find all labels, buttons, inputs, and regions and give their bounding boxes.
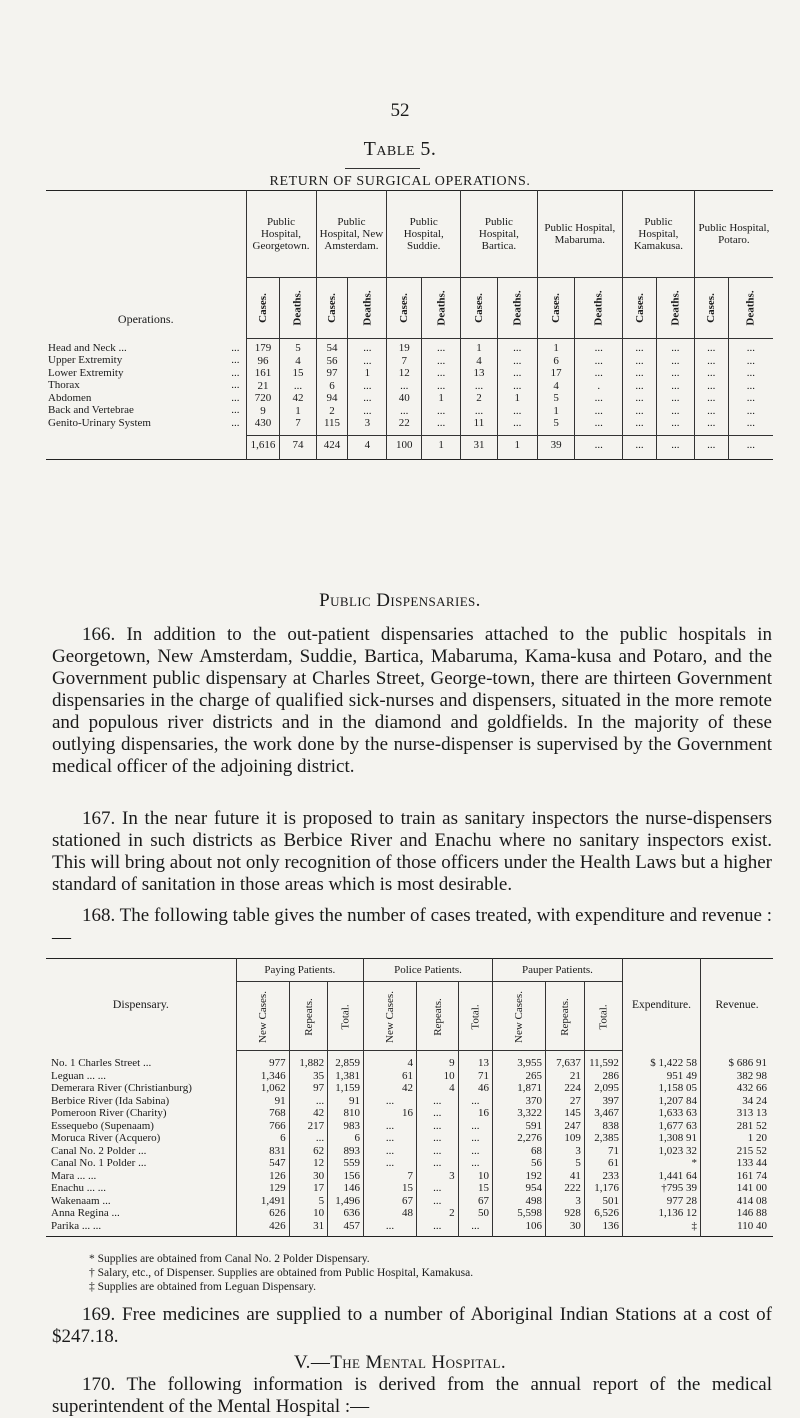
- table-cell: ...: [364, 1132, 417, 1145]
- table-cell: 5 4 15 ... 42 1 7: [280, 339, 316, 436]
- revenue-header: Revenue.: [701, 959, 773, 1051]
- paying-patients-header: Paying Patients.: [236, 959, 363, 982]
- cases-subheader: Cases.: [550, 293, 563, 323]
- table-cell: 61: [584, 1157, 622, 1170]
- table-cell: 11,592: [584, 1051, 622, 1070]
- cases-subheader: Cases.: [256, 293, 269, 323]
- table-cell: ... ... ... . ... ... ...: [575, 339, 623, 436]
- hospital-header: Public Hospital, Mabaruma.: [537, 191, 622, 278]
- cases-subheader: Cases.: [325, 293, 338, 323]
- expenditure-cell: 1,158 05: [622, 1082, 700, 1095]
- table-cell: 35: [289, 1070, 328, 1083]
- new-cases-subheader: New Cases.: [512, 991, 525, 1043]
- table-cell: ...: [289, 1095, 328, 1108]
- table-cell: 1,496: [328, 1195, 364, 1208]
- table-cell: 48: [364, 1207, 417, 1220]
- expenditure-cell: 1,633 63: [622, 1107, 700, 1120]
- table-cell: 224: [545, 1082, 584, 1095]
- dispensary-table: [46, 958, 773, 1237]
- table-cell: 179 96 161 21 720 9 430: [246, 339, 280, 436]
- revenue-cell: 382 98: [701, 1070, 773, 1083]
- footnote: ‡ Supplies are obtained from Leguan Dispensary.: [89, 1281, 316, 1293]
- page-number: 52: [390, 100, 410, 121]
- table-cell: 591: [493, 1120, 546, 1133]
- new-cases-subheader: New Cases.: [384, 991, 396, 1043]
- table-cell: 31: [289, 1220, 328, 1237]
- dispensary-name: Wakenaam ...: [51, 1194, 111, 1207]
- table-row: [46, 1195, 773, 1208]
- table-cell: 370: [493, 1095, 546, 1108]
- dispensary-name: Leguan ... ...: [51, 1069, 106, 1082]
- cases-subheader: Cases.: [633, 293, 646, 323]
- deaths-subheader: Deaths.: [291, 290, 304, 326]
- footnote: † Salary, etc., of Dispenser. Supplies are obtained from Public Hospital, Kamakusa.: [89, 1267, 474, 1279]
- table-cell: ... ... ... ... ... ... ...: [656, 339, 694, 436]
- table-cell: 41: [545, 1170, 584, 1183]
- deaths-subheader: Deaths.: [511, 290, 524, 326]
- operation-label: Back and Vertebrae ...: [48, 404, 240, 416]
- total-cell: 100: [387, 435, 422, 460]
- table-cell: 91: [236, 1095, 289, 1108]
- table-cell: 247: [545, 1120, 584, 1133]
- pauper-patients-header: Pauper Patients.: [493, 959, 623, 982]
- dispensary-name: Anna Regina ...: [51, 1207, 120, 1219]
- hospital-header: Public Hospital, Potaro.: [694, 191, 773, 278]
- table-cell: 13: [458, 1051, 492, 1070]
- table-cell: 810: [328, 1107, 364, 1120]
- repeats-subheader: Repeats.: [558, 998, 571, 1036]
- table-cell: ...: [416, 1145, 458, 1158]
- table-cell: ... ... ... ... ... ... ...: [623, 339, 657, 436]
- total-subheader: Total.: [339, 1004, 352, 1030]
- table-cell: ...: [416, 1132, 458, 1145]
- table-cell: 457: [328, 1220, 364, 1237]
- table-cell: 42: [364, 1082, 417, 1095]
- table-cell: 30: [289, 1170, 328, 1183]
- table-row: [46, 339, 773, 436]
- section-heading: Public Dispensaries.: [319, 590, 481, 611]
- expenditure-cell: $ 1,422 58: [622, 1051, 700, 1070]
- totals-label: [46, 435, 246, 460]
- dispensary-name: Mara ... ...: [51, 1169, 97, 1182]
- table-cell: 5: [545, 1157, 584, 1170]
- paragraph-167: 167. In the near future it is proposed to train as sanitary inspectors the nurse-dispensers stationed in such districts as Berbice River and Enachu where no sanitary inspectors exist. This will bring about not only recognition of those officers under the Health Laws but a higher standard of sanitation in those areas which is most desirable.: [52, 808, 772, 895]
- table-cell: 54 56 97 6 94 2 115: [316, 339, 348, 436]
- deaths-subheader: Deaths.: [592, 290, 605, 326]
- paragraph-169: 169. Free medicines are supplied to a number of Aboriginal Indian Stations at a cost of $247.18.: [52, 1304, 772, 1347]
- total-subheader: Total.: [469, 1004, 482, 1030]
- expenditure-cell: 977 28: [622, 1195, 700, 1208]
- table-title: Table 5.: [363, 138, 437, 160]
- dispensary-name: Canal No. 2 Polder ...: [51, 1144, 147, 1157]
- table-cell: ... ... 1 ... ... ... 3: [348, 339, 387, 436]
- table-cell: 30: [545, 1220, 584, 1237]
- table-cell: 50: [458, 1207, 492, 1220]
- table-cell: 498: [493, 1195, 546, 1208]
- table-cell: 109: [545, 1132, 584, 1145]
- table-cell: 559: [328, 1157, 364, 1170]
- table-cell: 146: [328, 1182, 364, 1195]
- new-cases-subheader: New Cases.: [256, 991, 269, 1043]
- table-cell: 265: [493, 1070, 546, 1083]
- table-cell: 192: [493, 1170, 546, 1183]
- table-cell: 1 4 13 ... 2 ... 11: [461, 339, 498, 436]
- revenue-cell: 281 52: [701, 1120, 773, 1133]
- table-row: [46, 1120, 773, 1133]
- table-cell: 56: [493, 1157, 546, 1170]
- expenditure-cell: *: [622, 1157, 700, 1170]
- table-cell: 16: [364, 1107, 417, 1120]
- table-cell: 15: [364, 1182, 417, 1195]
- table-cell: 6,526: [584, 1207, 622, 1220]
- table-cell: 3,322: [493, 1107, 546, 1120]
- hospital-header: Public Hospital, Suddie.: [387, 191, 461, 278]
- table-cell: 3: [416, 1170, 458, 1183]
- cases-subheader: Cases.: [705, 293, 718, 323]
- table-cell: 2,385: [584, 1132, 622, 1145]
- table-cell: 626: [236, 1207, 289, 1220]
- deaths-subheader: Deaths.: [361, 290, 374, 326]
- expenditure-cell: 1,207 84: [622, 1095, 700, 1108]
- table-cell: 766: [236, 1120, 289, 1133]
- footnote: * Supplies are obtained from Canal No. 2 Polder Dispensary.: [89, 1253, 370, 1265]
- table-cell: 233: [584, 1170, 622, 1183]
- revenue-cell: 133 44: [701, 1157, 773, 1170]
- table-cell: 21: [545, 1070, 584, 1083]
- table-cell: 6: [236, 1132, 289, 1145]
- table-cell: 2,095: [584, 1082, 622, 1095]
- table-cell: ...: [416, 1095, 458, 1108]
- hospital-header: Public Hospital, Georgetown.: [246, 191, 316, 278]
- table-cell: 61: [364, 1070, 417, 1083]
- repeats-subheader: Repeats.: [302, 998, 315, 1036]
- table-cell: 71: [458, 1070, 492, 1083]
- table-cell: 68: [493, 1145, 546, 1158]
- table-cell: ...: [458, 1132, 492, 1145]
- table-cell: 838: [584, 1120, 622, 1133]
- paragraph-170: 170. The following information is derived from the annual report of the medical superintendent of the Mental Hospital :—: [52, 1374, 772, 1417]
- table-cell: 893: [328, 1145, 364, 1158]
- police-patients-header: Police Patients.: [364, 959, 493, 982]
- table-cell: 16: [458, 1107, 492, 1120]
- deaths-subheader: Deaths.: [435, 290, 448, 326]
- table-cell: 1,346: [236, 1070, 289, 1083]
- total-cell: ...: [694, 435, 728, 460]
- total-cell: 1: [422, 435, 461, 460]
- table-cell: 1,882: [289, 1051, 328, 1070]
- revenue-cell: 432 66: [701, 1082, 773, 1095]
- expenditure-header: Expenditure.: [622, 959, 700, 1051]
- table-row: [46, 1107, 773, 1120]
- operation-label: Thorax ...: [48, 379, 240, 391]
- table-cell: 9: [416, 1051, 458, 1070]
- dispensary-name: Berbice River (Ida Sabina): [51, 1094, 170, 1107]
- table-cell: 2,859: [328, 1051, 364, 1070]
- table-cell: 5,598: [493, 1207, 546, 1220]
- table-cell: ...: [458, 1095, 492, 1108]
- dispensary-header: Dispensary.: [112, 997, 169, 1012]
- revenue-cell: 1 20: [701, 1132, 773, 1145]
- table-cell: 222: [545, 1182, 584, 1195]
- revenue-cell: 313 13: [701, 1107, 773, 1120]
- table-cell: 3,955: [493, 1051, 546, 1070]
- dispensary-name: Demerara River (Christianburg): [51, 1082, 192, 1094]
- revenue-cell: 110 40: [701, 1220, 773, 1237]
- operation-label: Genito-Urinary System ...: [48, 416, 240, 429]
- table-cell: ...: [364, 1095, 417, 1108]
- table-cell: ...: [364, 1220, 417, 1237]
- table-cell: 67: [458, 1195, 492, 1208]
- operation-labels: [46, 339, 246, 436]
- table-cell: ...: [416, 1157, 458, 1170]
- paragraph-168: 168. The following table gives the number of cases treated, with expenditure and revenue :—: [52, 905, 772, 948]
- table-cell: 106: [493, 1220, 546, 1237]
- mental-hospital-heading: V.—The Mental Hospital.: [294, 1352, 506, 1373]
- table-cell: 27: [545, 1095, 584, 1108]
- total-cell: ...: [728, 435, 773, 460]
- table-cell: 10: [458, 1170, 492, 1183]
- table-cell: 2,276: [493, 1132, 546, 1145]
- table-cell: 91: [328, 1095, 364, 1108]
- total-cell: 1: [497, 435, 537, 460]
- dispensary-name: Canal No. 1 Polder ...: [51, 1157, 147, 1169]
- total-subheader: Total.: [597, 1004, 610, 1030]
- revenue-cell: $ 686 91: [701, 1051, 773, 1070]
- table-cell: 1,491: [236, 1195, 289, 1208]
- table-cell: ...: [458, 1120, 492, 1133]
- table-cell: 46: [458, 1082, 492, 1095]
- revenue-cell: 215 52: [701, 1145, 773, 1158]
- table-cell: 67: [364, 1195, 417, 1208]
- table-cell: ...: [458, 1157, 492, 1170]
- table-cell: ... ... ... ... 1 ... ...: [422, 339, 461, 436]
- table-cell: 1,381: [328, 1070, 364, 1083]
- table-cell: ...: [458, 1220, 492, 1237]
- table-cell: 7: [364, 1170, 417, 1183]
- table-cell: 768: [236, 1107, 289, 1120]
- operations-header: Operations.: [117, 311, 174, 326]
- table-cell: ...: [458, 1145, 492, 1158]
- total-cell: 424: [316, 435, 348, 460]
- table-row: [46, 1082, 773, 1095]
- table-cell: ...: [416, 1182, 458, 1195]
- hospital-header: Public Hospital, Bartica.: [461, 191, 538, 278]
- expenditure-cell: †795 39: [622, 1182, 700, 1195]
- dispensary-name: Enachu ... ...: [51, 1182, 106, 1194]
- table-row: [46, 1220, 773, 1237]
- table-row: [46, 1145, 773, 1158]
- table-cell: 3,467: [584, 1107, 622, 1120]
- table-cell: 10: [416, 1070, 458, 1083]
- table-row: [46, 1182, 773, 1195]
- table-cell: ...: [289, 1132, 328, 1145]
- operation-label: Head and Neck ... ...: [48, 341, 240, 354]
- total-cell: ...: [575, 435, 623, 460]
- table-cell: 2: [416, 1207, 458, 1220]
- table-cell: 983: [328, 1120, 364, 1133]
- table-cell: 7,637: [545, 1051, 584, 1070]
- dispensary-name: Moruca River (Acquero): [51, 1132, 161, 1144]
- revenue-cell: 161 74: [701, 1170, 773, 1183]
- revenue-cell: 141 00: [701, 1182, 773, 1195]
- table-cell: 1,062: [236, 1082, 289, 1095]
- table-cell: 145: [545, 1107, 584, 1120]
- table-cell: 217: [289, 1120, 328, 1133]
- expenditure-cell: 951 49: [622, 1070, 700, 1083]
- table-cell: 397: [584, 1095, 622, 1108]
- table-cell: 286: [584, 1070, 622, 1083]
- table-cell: 17: [289, 1182, 328, 1195]
- title-rule: [345, 168, 420, 169]
- table-cell: 19 7 12 ... 40 ... 22: [387, 339, 422, 436]
- table-row: [46, 1170, 773, 1183]
- table-row: [46, 1157, 773, 1170]
- dispensary-name: Essequebo (Supenaam): [51, 1119, 154, 1132]
- table-row: [46, 1095, 773, 1108]
- deaths-subheader: Deaths.: [744, 290, 757, 326]
- table-cell: ...: [364, 1157, 417, 1170]
- expenditure-cell: 1,677 63: [622, 1120, 700, 1133]
- table-cell: 3: [545, 1195, 584, 1208]
- table-row: [46, 1207, 773, 1220]
- table-cell: 126: [236, 1170, 289, 1183]
- total-cell: 31: [461, 435, 498, 460]
- table-cell: 62: [289, 1145, 328, 1158]
- table-cell: ...: [364, 1120, 417, 1133]
- expenditure-cell: 1,023 32: [622, 1145, 700, 1158]
- table-caption: RETURN OF SURGICAL OPERATIONS.: [269, 174, 531, 189]
- totals-row: [46, 435, 773, 460]
- table-cell: ... ... ... ... ... ... ...: [694, 339, 728, 436]
- table-cell: 5: [289, 1195, 328, 1208]
- table-cell: 42: [289, 1107, 328, 1120]
- total-cell: ...: [656, 435, 694, 460]
- table-cell: 71: [584, 1145, 622, 1158]
- expenditure-cell: 1,308 91: [622, 1132, 700, 1145]
- paragraph-166: 166. In addition to the out-patient dispensaries attached to the public hospitals in Georgetown, New Amsterdam, Suddie, Bartica, Mabaruma, Kama-kusa and Potaro, and the Government public dispensary at Charles Street, George-town, there are thirteen Government dispensaries in the charge of qualified sick-nurses and dispensers, situated in the more remote and populous river districts and in the diamond and goldfields. In the majority of these outlying dispensaries, the work done by the nurse-dispenser is supervised by the Government medical officer of the adjoining district.: [52, 624, 772, 777]
- table-cell: 3: [545, 1145, 584, 1158]
- table-cell: 547: [236, 1157, 289, 1170]
- table-row: [46, 1132, 773, 1145]
- table-cell: 10: [289, 1207, 328, 1220]
- table-row: [46, 1070, 773, 1083]
- operation-label: Lower Extremity ...: [48, 366, 240, 379]
- table-cell: 136: [584, 1220, 622, 1237]
- revenue-cell: 34 24: [701, 1095, 773, 1108]
- dispensary-name: Parika ... ...: [51, 1219, 102, 1232]
- table-cell: ... ... ... ... 1 ... ...: [497, 339, 537, 436]
- table-cell: 1,176: [584, 1182, 622, 1195]
- table-cell: 6: [328, 1132, 364, 1145]
- revenue-cell: 146 88: [701, 1207, 773, 1220]
- repeats-subheader: Repeats.: [431, 998, 444, 1036]
- footnotes: [89, 1252, 473, 1294]
- table-cell: 156: [328, 1170, 364, 1183]
- total-cell: ...: [623, 435, 657, 460]
- table-cell: ...: [416, 1120, 458, 1133]
- table-cell: 1,159: [328, 1082, 364, 1095]
- table-cell: 15: [458, 1182, 492, 1195]
- expenditure-cell: ‡: [622, 1220, 700, 1237]
- table-cell: 129: [236, 1182, 289, 1195]
- expenditure-cell: 1,441 64: [622, 1170, 700, 1183]
- table-cell: 636: [328, 1207, 364, 1220]
- table-cell: 4: [364, 1051, 417, 1070]
- revenue-cell: 414 08: [701, 1195, 773, 1208]
- table-cell: ...: [416, 1220, 458, 1237]
- table-cell: 1,871: [493, 1082, 546, 1095]
- cases-subheader: Cases.: [472, 293, 485, 323]
- table-cell: 954: [493, 1182, 546, 1195]
- hospital-header: Public Hospital, Kamakusa.: [623, 191, 695, 278]
- table-cell: 1 6 17 4 5 1 5: [537, 339, 575, 436]
- expenditure-cell: 1,136 12: [622, 1207, 700, 1220]
- table-cell: 4: [416, 1082, 458, 1095]
- cases-subheader: Cases.: [398, 293, 411, 323]
- dispensary-name: No. 1 Charles Street ...: [51, 1056, 152, 1069]
- table-cell: ...: [364, 1145, 417, 1158]
- operation-label: Upper Extremity ...: [48, 354, 240, 366]
- operation-label: Abdomen ...: [48, 391, 240, 404]
- total-cell: 4: [348, 435, 387, 460]
- hospital-header: Public Hospital, New Amsterdam.: [316, 191, 387, 278]
- table-cell: 426: [236, 1220, 289, 1237]
- table-row: [46, 1051, 773, 1070]
- total-cell: 1,616: [246, 435, 280, 460]
- table-cell: ...: [416, 1195, 458, 1208]
- table-cell: 97: [289, 1082, 328, 1095]
- surgical-operations-table: [46, 190, 773, 460]
- table-cell: 12: [289, 1157, 328, 1170]
- total-cell: 74: [280, 435, 316, 460]
- table-cell: 831: [236, 1145, 289, 1158]
- table-cell: 501: [584, 1195, 622, 1208]
- table-cell: 928: [545, 1207, 584, 1220]
- total-cell: 39: [537, 435, 575, 460]
- deaths-subheader: Deaths.: [669, 290, 682, 326]
- table-cell: 977: [236, 1051, 289, 1070]
- table-cell: ...: [416, 1107, 458, 1120]
- dispensary-name: Pomeroon River (Charity): [51, 1107, 167, 1119]
- table-cell: ... ... ... ... ... ... ...: [728, 339, 773, 436]
